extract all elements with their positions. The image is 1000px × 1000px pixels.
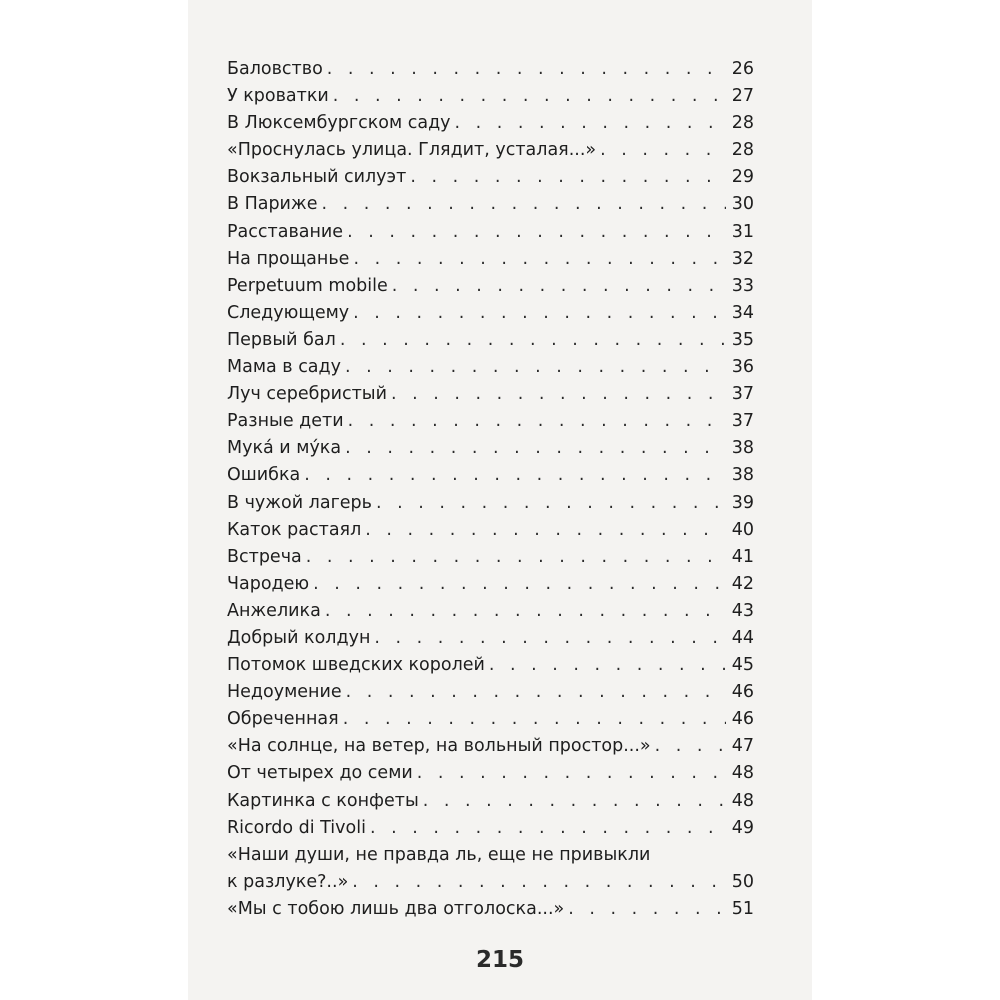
toc-entry-title: «На солнце, на ветер, на вольный простор...» (227, 736, 651, 757)
dot-leader (455, 110, 726, 137)
toc-entry-page: 48 (731, 763, 754, 784)
toc-entry-title: Обреченная (227, 709, 339, 730)
toc-entry-title: Добрый колдун (227, 627, 371, 648)
toc-entry-page: 35 (731, 329, 754, 350)
toc-entry-page: 41 (731, 546, 754, 567)
dot-leader (365, 517, 726, 544)
toc-entry-title: Ошибка (227, 465, 301, 486)
toc-entry-page: 28 (731, 113, 754, 134)
toc-entry-title: Потомок шведских королей (227, 655, 485, 676)
dot-leader (321, 191, 726, 218)
toc-entry (227, 354, 754, 381)
dot-leader (374, 625, 726, 652)
toc-entry (227, 300, 754, 327)
toc-entry (227, 571, 754, 598)
toc-entry (227, 137, 754, 164)
toc-entry-title: Вокзальный силуэт (227, 167, 407, 188)
dot-leader (410, 164, 726, 191)
toc-entry-title: Следующему (227, 302, 350, 323)
toc-entry-title: Мама в саду (227, 357, 341, 378)
toc-entry-title: Анжелика (227, 600, 321, 621)
dot-leader (417, 760, 726, 787)
page-number: 215 (475, 947, 524, 973)
toc-entry-page: 39 (731, 492, 754, 513)
toc-entry (227, 381, 754, 408)
dot-leader (327, 56, 726, 83)
toc-entry (227, 56, 754, 83)
toc-entry-title: «Проснулась улица. Глядит, усталая...» (227, 140, 597, 161)
toc-entry-title: Встреча (227, 546, 302, 567)
dot-leader (423, 788, 726, 815)
toc-entry (227, 164, 754, 191)
toc-entry (227, 462, 754, 489)
toc-entry-page: 33 (731, 275, 754, 296)
toc-entry-page: 49 (731, 817, 754, 838)
toc-entry-title: Луч серебристый (227, 384, 387, 405)
toc-entry (227, 815, 754, 842)
toc-entry (227, 83, 754, 110)
toc-entry (227, 246, 754, 273)
dot-leader (392, 273, 726, 300)
toc-entry-title: Недоумение (227, 682, 342, 703)
dot-leader (391, 381, 726, 408)
toc-entry-page: 34 (731, 302, 754, 323)
toc-entry-title: Расставание (227, 221, 344, 242)
table-of-contents (227, 56, 754, 923)
toc-entry-page: 31 (731, 221, 754, 242)
toc-entry (227, 598, 754, 625)
toc-entry-title: Каток растаял (227, 519, 362, 540)
dot-leader (325, 598, 726, 625)
book-page (188, 0, 812, 1000)
dot-leader (489, 652, 726, 679)
dot-leader (343, 706, 726, 733)
toc-entry (227, 788, 754, 815)
toc-entry-title: У кроватки (227, 86, 329, 107)
toc-entry-title: В Люксембургском саду (227, 113, 451, 134)
toc-entry-page: 28 (731, 140, 754, 161)
dot-leader (353, 246, 726, 273)
dot-leader (352, 869, 726, 896)
dot-leader (346, 679, 726, 706)
toc-entry-title-line: «Наши души, не правда ль, еще не привыкли (227, 844, 651, 865)
dot-leader (568, 896, 726, 923)
toc-entry-title: к разлуке?..» (227, 871, 349, 892)
toc-entry-page: 48 (731, 790, 754, 811)
toc-entry (227, 896, 754, 923)
toc-entry-page: 42 (731, 573, 754, 594)
dot-leader (333, 83, 726, 110)
toc-entry (227, 842, 754, 896)
toc-entry-page: 36 (731, 357, 754, 378)
toc-entry-page: 46 (731, 709, 754, 730)
toc-entry (227, 273, 754, 300)
dot-leader (304, 462, 726, 489)
toc-entry-title: Первый бал (227, 329, 336, 350)
toc-entry (227, 625, 754, 652)
toc-entry (227, 706, 754, 733)
toc-entry-page: 26 (731, 59, 754, 79)
toc-entry-title: Картинка с конфеты (227, 790, 419, 811)
toc-entry (227, 733, 754, 760)
toc-entry-page: 30 (731, 194, 754, 215)
toc-entry-title: В чужой лагерь (227, 492, 372, 513)
toc-entry-title: Ricordo di Tivoli (227, 817, 366, 838)
toc-entry-page: 38 (731, 465, 754, 486)
toc-entry-page: 40 (731, 519, 754, 540)
toc-entry-title-continuation (227, 869, 754, 896)
toc-entry (227, 191, 754, 218)
toc-entry (227, 760, 754, 787)
toc-entry-page: 43 (731, 600, 754, 621)
dot-leader (353, 300, 726, 327)
dot-leader (306, 544, 726, 571)
toc-entry-page: 44 (731, 627, 754, 648)
toc-entry-page: 47 (731, 736, 754, 757)
toc-entry-page: 50 (731, 871, 754, 892)
toc-entry-page: 45 (731, 655, 754, 676)
toc-entry-page: 51 (731, 898, 754, 919)
toc-entry-page: 46 (731, 682, 754, 703)
toc-entry-title: Чародею (227, 573, 310, 594)
toc-entry (227, 679, 754, 706)
toc-entry-title: «Мы с тобою лишь два отголоска...» (227, 898, 565, 919)
toc-entry-title: От четырех до семи (227, 763, 413, 784)
toc-entry (227, 408, 754, 435)
toc-entry-title: Баловство (227, 59, 323, 79)
dot-leader (345, 435, 726, 462)
toc-entry (227, 652, 754, 679)
toc-entry-title: Мука́ и му́ка (227, 438, 342, 459)
dot-leader (313, 571, 726, 598)
toc-entry (227, 517, 754, 544)
dot-leader (340, 327, 726, 354)
toc-entry-page: 27 (731, 86, 754, 107)
dot-leader (345, 354, 726, 381)
toc-entry (227, 327, 754, 354)
toc-entry-page: 29 (731, 167, 754, 188)
toc-entry-page: 32 (731, 248, 754, 269)
dot-leader (655, 733, 726, 760)
toc-entry-page: 38 (731, 438, 754, 459)
toc-entry-page: 37 (731, 411, 754, 432)
toc-entry (227, 435, 754, 462)
toc-entry-title: В Париже (227, 194, 318, 215)
dot-leader (600, 137, 726, 164)
dot-leader (376, 490, 726, 517)
toc-entry-title: Разные дети (227, 411, 344, 432)
toc-entry-page: 37 (731, 384, 754, 405)
dot-leader (347, 219, 726, 246)
toc-entry-title: На прощанье (227, 248, 350, 269)
toc-entry-title: Perpetuum mobile (227, 275, 388, 296)
toc-entry (227, 490, 754, 517)
dot-leader (370, 815, 726, 842)
toc-entry (227, 544, 754, 571)
toc-entry (227, 110, 754, 137)
dot-leader (348, 408, 726, 435)
toc-entry (227, 219, 754, 246)
